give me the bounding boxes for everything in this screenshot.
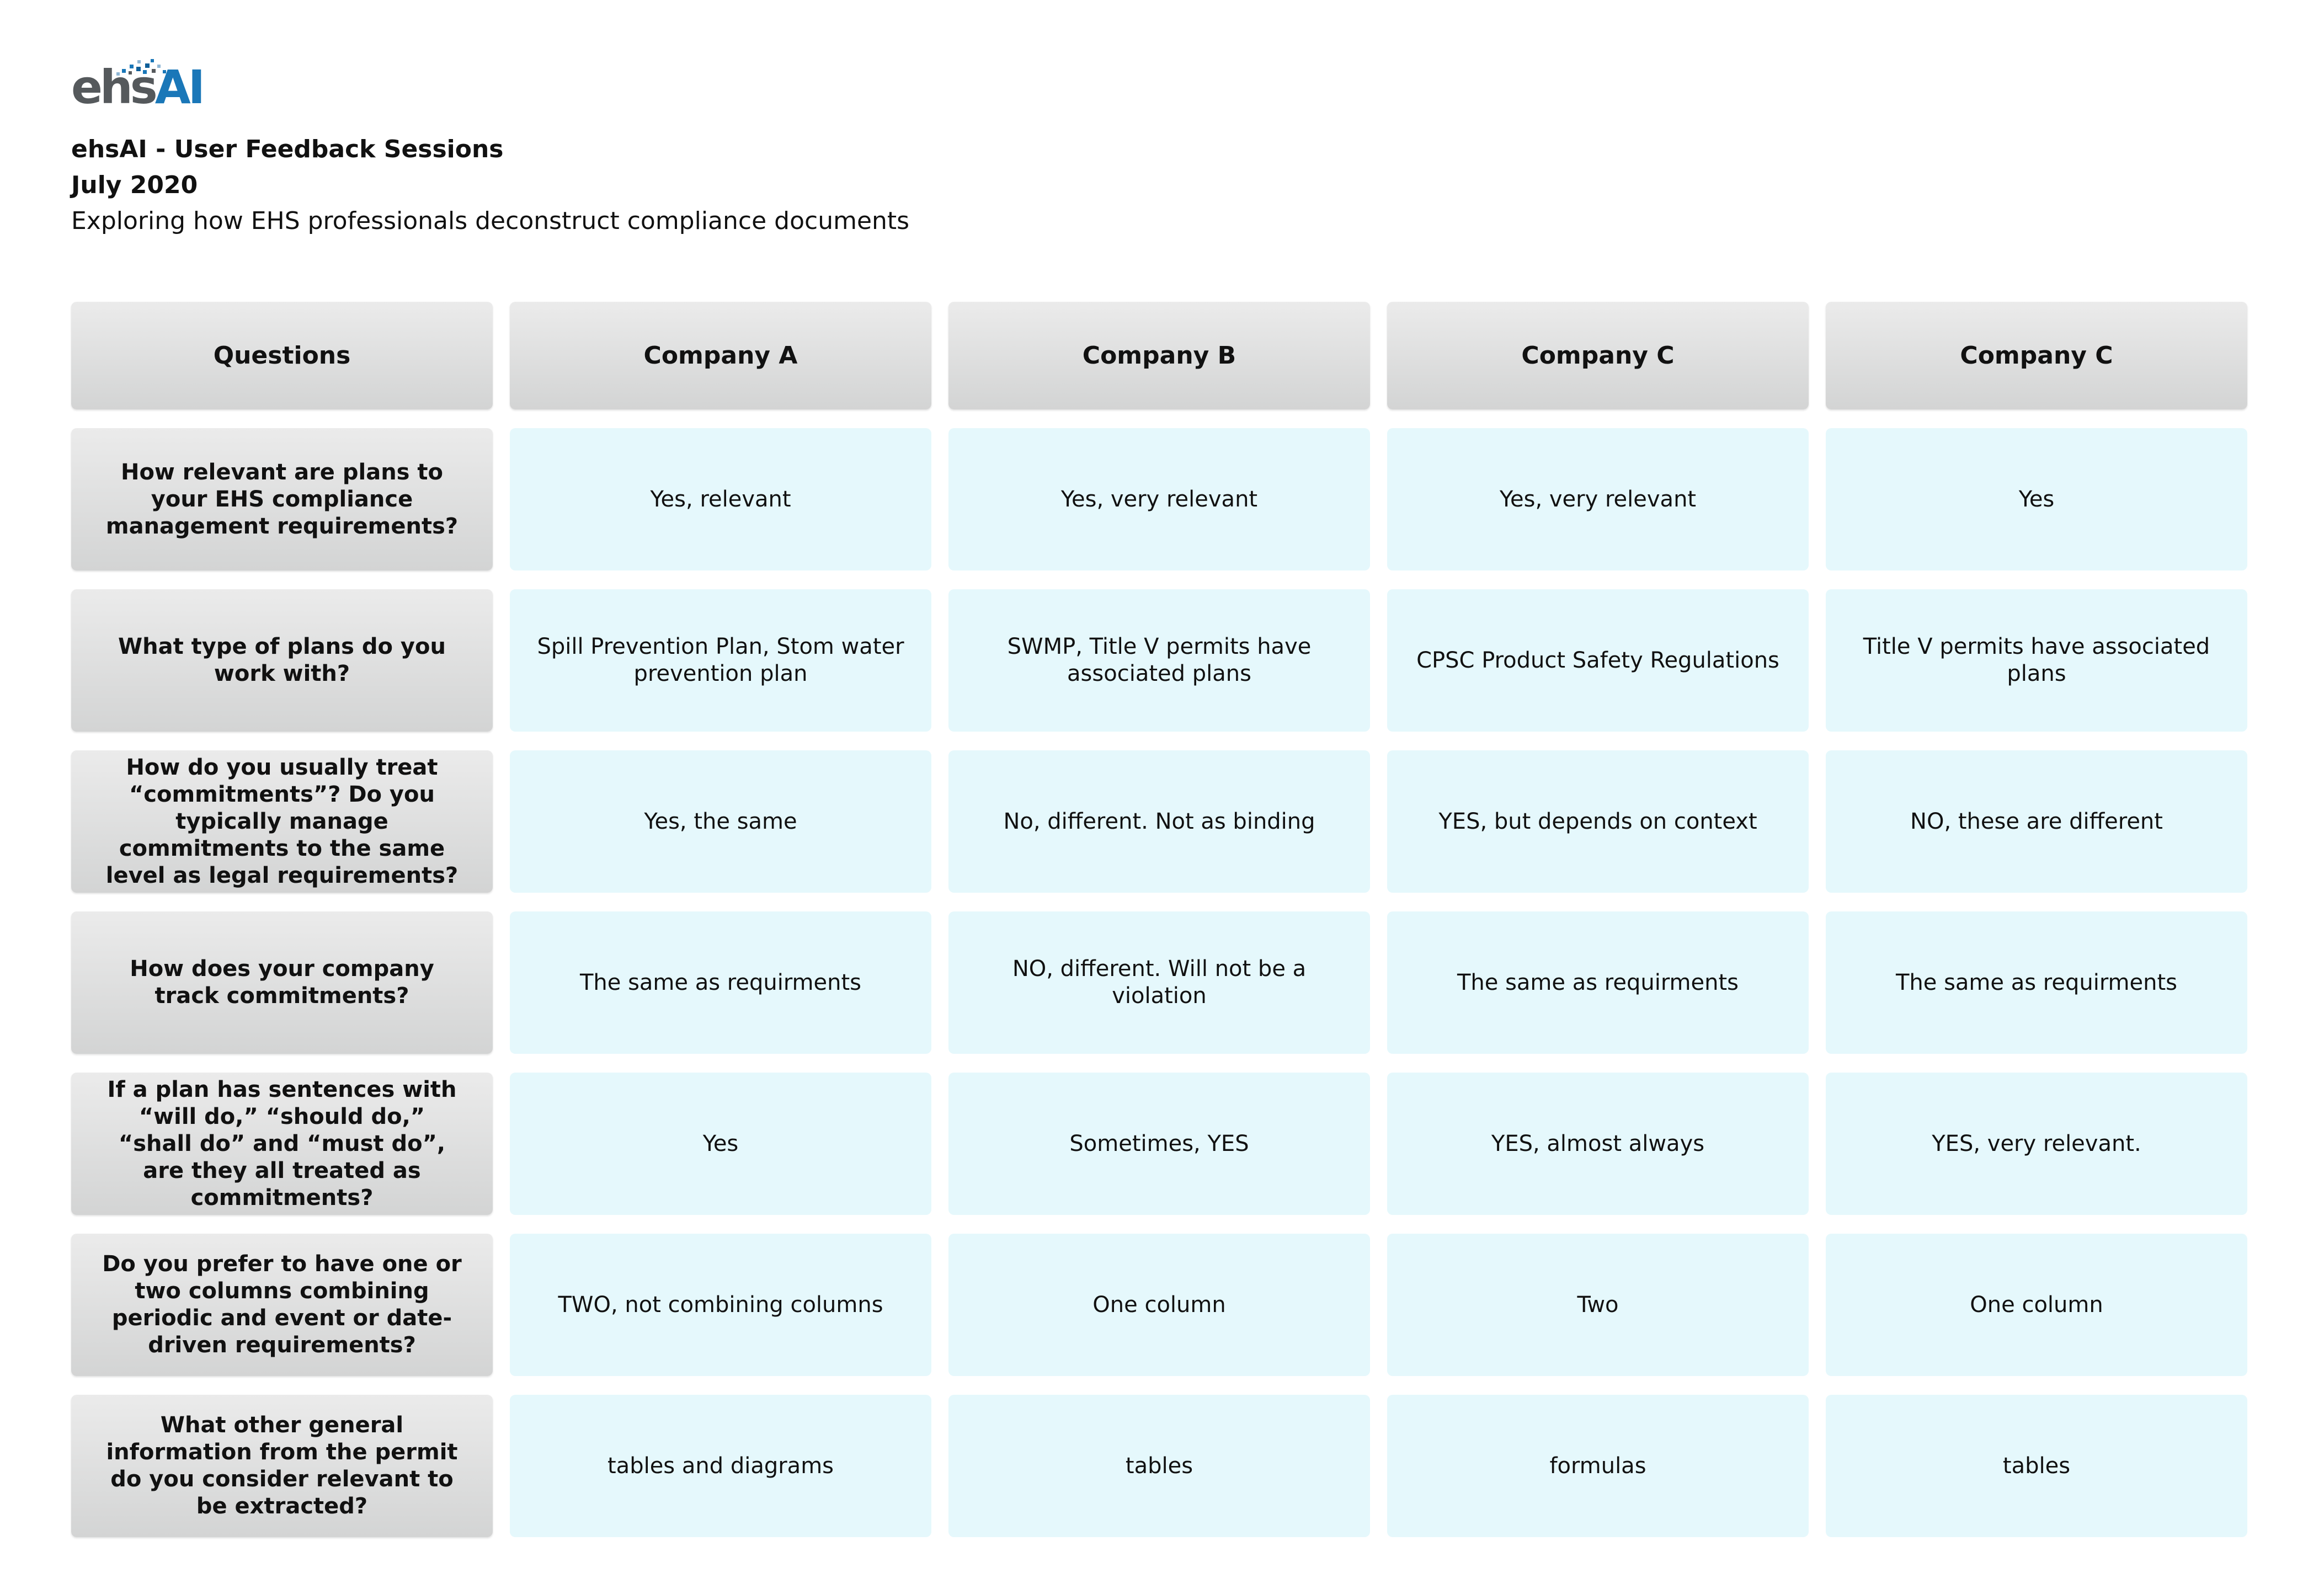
column-header-company-b: Company B [948,302,1370,409]
answer-cell: Two [1387,1234,1809,1376]
column-header-company-c-2: Company C [1826,302,2247,409]
answer-cell: Title V permits have associated plans [1826,589,2247,732]
page-subtitle: Exploring how EHS professionals deconstruct compliance documents [71,207,910,235]
page-title: ehsAI - User Feedback Sessions [71,135,504,163]
column-header-company-a: Company A [510,302,931,409]
answer-cell: One column [1826,1234,2247,1376]
answer-cell: The same as requirments [1826,911,2247,1054]
column-header-company-c: Company C [1387,302,1809,409]
question-cell: Do you prefer to have one or two columns combining periodic and event or date-driven requirements? [71,1234,493,1376]
answer-cell: Spill Prevention Plan, Stom water prevention plan [510,589,931,732]
page-date: July 2020 [71,171,198,199]
question-cell: How relevant are plans to your EHS compliance management requirements? [71,428,493,570]
answer-cell: Yes, relevant [510,428,931,570]
answer-cell: No, different. Not as binding [948,750,1370,893]
answer-cell: YES, almost always [1387,1073,1809,1215]
question-cell: What type of plans do you work with? [71,589,493,732]
answer-cell: tables and diagrams [510,1395,931,1537]
question-cell: How does your company track commitments? [71,911,493,1054]
answer-cell: tables [1826,1395,2247,1537]
question-cell: If a plan has sentences with “will do,” “should do,” “shall do” and “must do”, are they all treated as commitments? [71,1073,493,1215]
answer-cell: Yes, very relevant [948,428,1370,570]
question-cell: How do you usually treat “commitments”? Do you typically manage commitments to the same level as legal requirements? [71,750,493,893]
answer-cell: Sometimes, YES [948,1073,1370,1215]
logo-ai-text: AI [154,60,203,114]
answer-cell: tables [948,1395,1370,1537]
answer-cell: Yes [510,1073,931,1215]
answer-cell: The same as requirments [510,911,931,1054]
column-header-questions: Questions [71,302,493,409]
answer-cell: The same as requirments [1387,911,1809,1054]
answer-cell: formulas [1387,1395,1809,1537]
answer-cell: NO, these are different [1826,750,2247,893]
answer-cell: TWO, not combining columns [510,1234,931,1376]
answer-cell: NO, different. Will not be a violation [948,911,1370,1054]
answer-cell: SWMP, Title V permits have associated plans [948,589,1370,732]
question-cell: What other general information from the permit do you consider relevant to be extracted? [71,1395,493,1537]
ehsai-logo [71,58,215,113]
answer-cell: CPSC Product Safety Regulations [1387,589,1809,732]
answer-cell: Yes, very relevant [1387,428,1809,570]
answer-cell: Yes, the same [510,750,931,893]
answer-cell: YES, very relevant. [1826,1073,2247,1215]
answer-cell: YES, but depends on context [1387,750,1809,893]
logo-wordmark [71,62,202,112]
answer-cell: One column [948,1234,1370,1376]
feedback-table [71,302,2247,1537]
answer-cell: Yes [1826,428,2247,570]
logo-ehs-text: ehs [71,60,155,114]
